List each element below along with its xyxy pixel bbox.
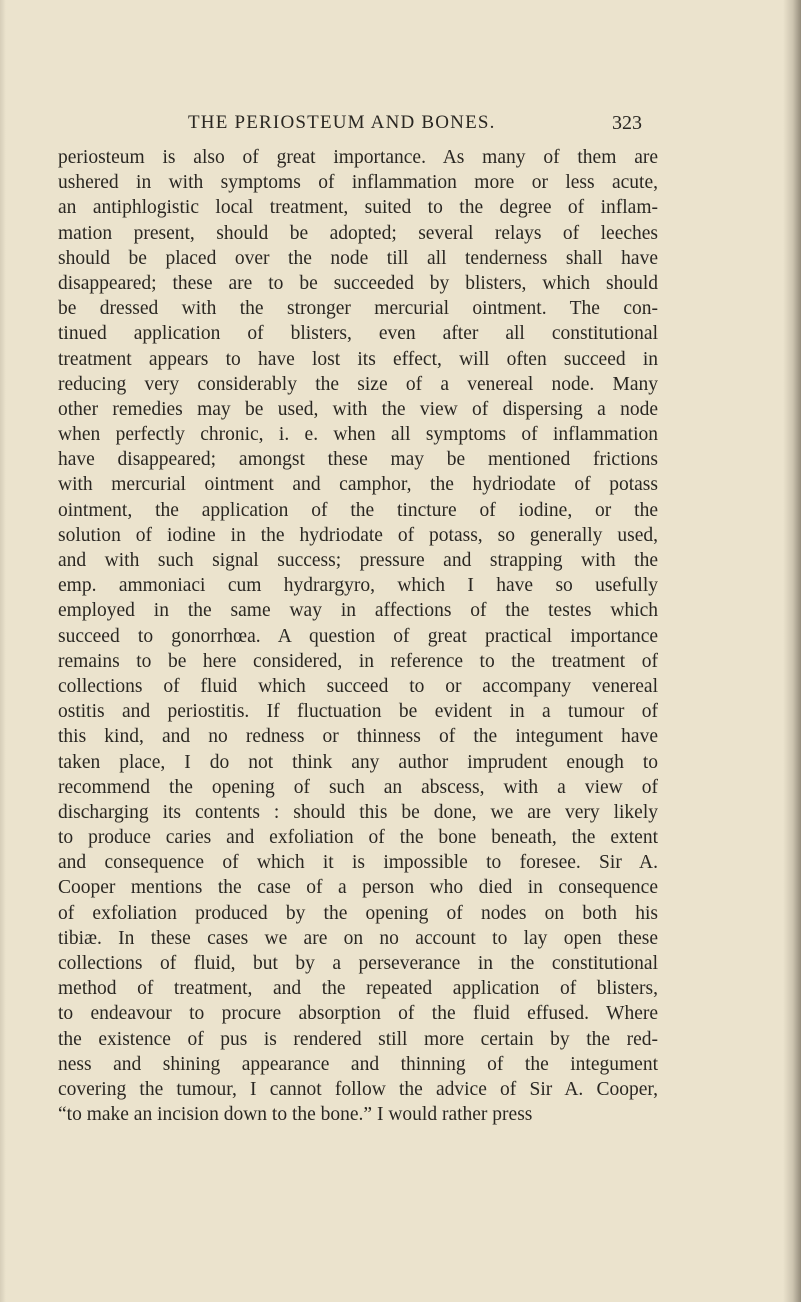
text-line: Cooper mentions the case of a person who died in consequence [58,877,658,899]
text-line: remains to be here considered, in reference to the treatment of [58,650,658,672]
text-line: “to make an incision down to the bone.” I would rather press [58,1104,533,1126]
text-line: recommend the opening of such an abscess, with a view of [58,776,658,798]
text-line: succeed to gonorrhœa. A question of great practical importance [58,625,658,647]
text-line: should be placed over the node till all tenderness shall have [58,247,658,269]
text-line: tinued application of blisters, even after all constitutional [58,323,658,345]
text-line: ushered in with symptoms of inflammation more or less acute, [58,172,658,194]
text-line: ness and shining appearance and thinning of the integument [58,1053,658,1075]
text-line: this kind, and no redness or thinness of the integument have [58,726,658,748]
running-head [0,112,801,140]
text-line: periosteum is also of great importance. As many of them are [58,147,658,168]
text-line: collections of fluid which succeed to or accompany venereal [58,675,658,697]
text-line: the existence of pus is rendered still more certain by the red- [58,1028,658,1050]
running-title: THE PERIOSTEUM AND BONES. [188,112,496,133]
text-line: tibiæ. In these cases we are on no account to lay open these [58,927,658,949]
page-gutter-shadow [783,0,801,1302]
text-line: disappeared; these are to be succeeded by blisters, which should [58,272,658,294]
text-line: discharging its contents : should this be done, we are very likely [58,801,658,823]
text-line: mation present, should be adopted; several relays of leeches [58,222,658,244]
text-line: with mercurial ointment and camphor, the hydriodate of potass [58,474,658,496]
text-line: covering the tumour, I cannot follow the advice of Sir A. Cooper, [58,1078,658,1100]
text-line: method of treatment, and the repeated application of blisters, [58,978,658,1000]
text-line: treatment appears to have lost its effect, will often succeed in [58,348,658,370]
text-line: collections of fluid, but by a perseverance in the constitutional [58,953,658,974]
text-line: other remedies may be used, with the view of dispersing a node [58,398,658,420]
text-line: to produce caries and exfoliation of the bone beneath, the extent [58,827,658,849]
text-line: and with such signal success; pressure and strapping with the [58,550,658,571]
text-line: have disappeared; amongst these may be mentioned frictions [58,449,658,471]
text-line: to endeavour to procure absorption of the fluid effused. Where [58,1003,658,1025]
text-line: solution of iodine in the hydriodate of potass, so generally used, [58,524,658,546]
text-line: ostitis and periostitis. If fluctuation be evident in a tumour of [58,701,658,723]
text-line: reducing very considerably the size of a venereal node. Many [58,373,658,395]
text-line: an antiphlogistic local treatment, suited to the degree of inflam- [58,197,658,219]
text-line: emp. ammoniaci cum hydrargyro, which I have so usefully [58,575,658,597]
text-line: and consequence of which it is impossible to foresee. Sir A. [58,852,658,874]
text-line: employed in the same way in affections of the testes which [58,600,658,622]
text-line: when perfectly chronic, i. e. when all symptoms of inflammation [58,424,658,446]
text-line: taken place, I do not think any author imprudent enough to [58,751,658,773]
body-text [58,145,658,1127]
text-line: ointment, the application of the tincture of iodine, or the [58,499,658,521]
page-number: 323 [612,112,642,134]
page-left-edge-shadow [0,0,6,1302]
text-line: of exfoliation produced by the opening of nodes on both his [58,902,658,924]
text-line: be dressed with the stronger mercurial ointment. The con- [58,298,658,320]
